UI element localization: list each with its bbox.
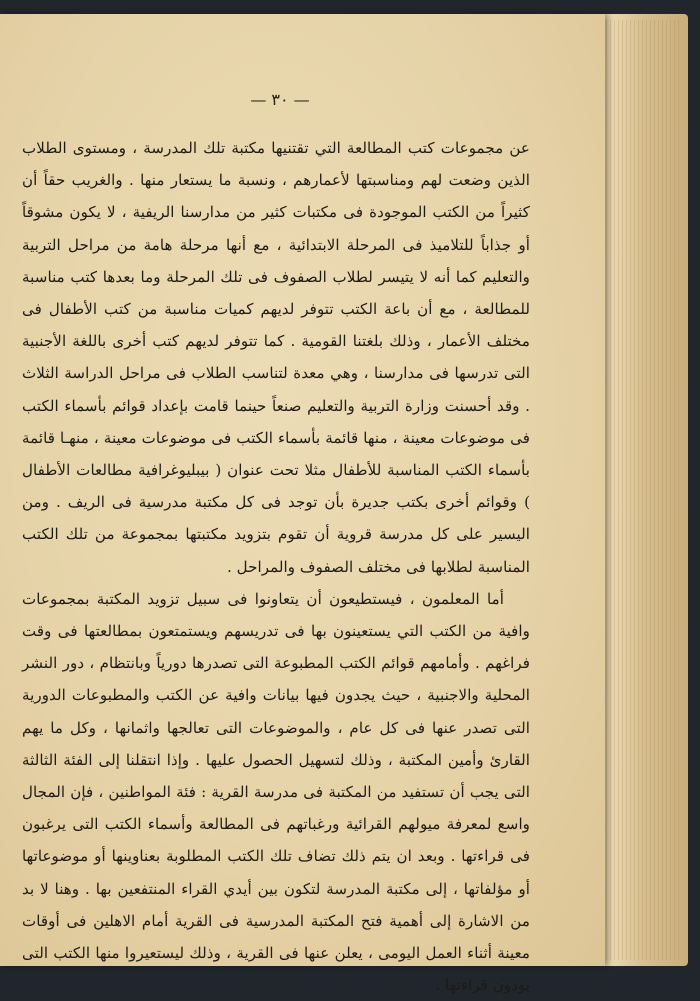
paragraph-1: عن مجموعات كتب المطالعة التي تقتنيها مكتبة تلك المدرسة ، ومستوى الطلاب الذين وضعت لهم ومناسبتها لأعمارهم ، ونسبة ما يستعار منها . والغريب حقاً أن كثيراً من الكتب الموجودة فى مكتبات كثير من مدارسنا الريفية ، لا يكون مشوقاً أو جذاباً للتلاميذ فى المرحلة الابتدائية ، مع أنها مرحلة هامة من مراحل التربية والتعليم كما أنه لا يتيسر لطلاب الصفوف فى تلك المرحلة وما بعدها كتب مناسبة للمطالعة ، مع أن باعة الكتب تتوفر لديهم كميات مناسبة من كتب الأطفال فى مختلف الأعمار ، وذلك بلغتنا القومية . كما تتوفر لديهم كتب أخرى باللغة الأجنبية التى تدرسها فى مدارسنا ، وهي معدة لتناسب الطلاب فى مراحل الدراسة الثلاث . وقد أحسنت وزارة التربية والتعليم صنعاً حينما قامت بإعداد قوائم بأسماء الكتب فى موضوعات معينة ، منها قائمة بأسماء الكتب فى موضوعات معينة ، منهـا قائمة بأسماء الكتب المناسبة للأطفال مثلا تحت عنوان ( بيبليوغرافية مطالعات الأطفال ) وقوائم أخرى بكتب جديرة بأن توجد فى كل مكتبة مدرسية فى الريف . ومن اليسير على كل مدرسة قروية أن تقوم بتزويد مكتبتها بمجموعة من تلك الكتب المناسبة لطلابها فى مختلف الصفوف والمراحل . <box>22 139 530 576</box>
body-text <box>22 132 530 1001</box>
paragraph-2: أما المعلمون ، فيستطيعون أن يتعاونوا فى سبيل تزويد المكتبة بمجموعات وافية من الكتب التي يستعينون بها فى تدريسهم ويستمتعون بمطالعتها فى وقت فراغهم . وأمامهم قوائم الكتب المطبوعة التى تصدرها دورياً وبانتظام ، دور النشر المحلية والاجنبية ، حيث يجدون فيها بيانات وافية عن الكتب والمطبوعات الدورية التى تصدر عنها فى كل عام ، والموضوعات التى تعالجها واثمانها ، وكل ما يهم القارئ وأمين المكتبة ، وذلك لتسهيل الحصول عليها . وإذا انتقلنا إلى الفئة الثالثة التى يجب أن تستفيد من المكتبة فى مدرسة القرية : فئة المواطنين ، فإن المجال واسع لمعرفة ميولهم القرائية ورغباتهم فى المطالعة وأسماء الكتب التى يرغبون فى قراءتها . وبعد ان يتم ذلك تضاف تلك الكتب المطلوبة بعناوينها أو موضوعاتها أو مؤلفاتها ، إلى مكتبة المدرسة لتكون بين أيدي القراء المنتفعين بها . وهنا لا بد من الاشارة إلى أهمية فتح المكتبة المدرسية فى القرية أمام الاهلين فى أوقات معينة أثناء العمل اليومى ، يعلن عنها فى القرية ، وذلك ليستعيروا منها الكتب التى يودون قراءتها . <box>22 589 530 995</box>
page-number: — ٣٠ — <box>250 90 310 109</box>
page-sheet <box>0 14 605 995</box>
